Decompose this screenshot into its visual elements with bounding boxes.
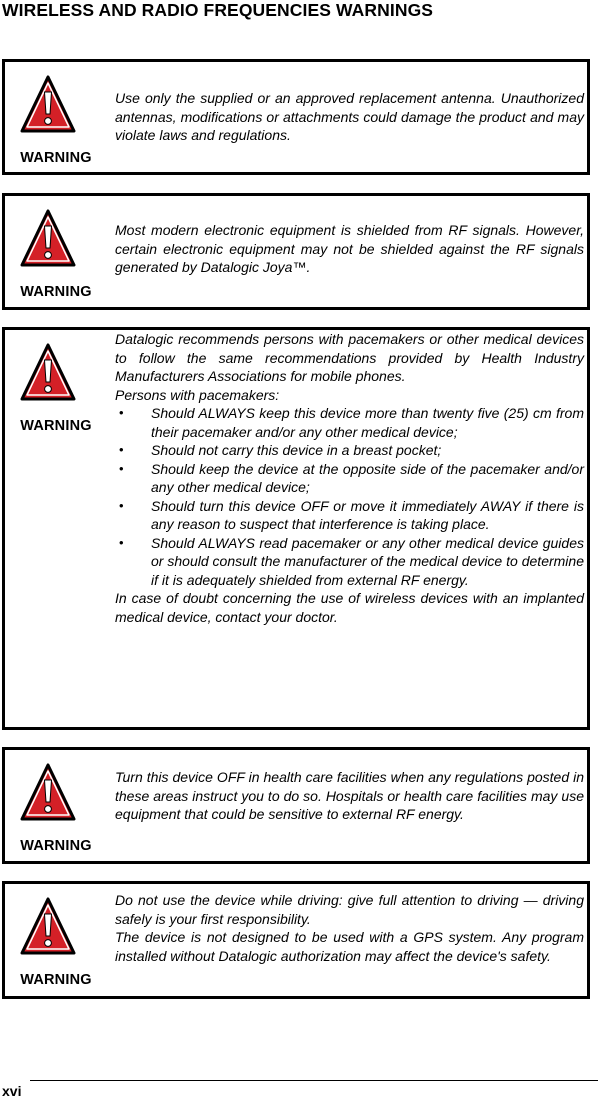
- bullet-icon: •: [119, 534, 124, 550]
- warning-triangle-icon: [19, 342, 77, 404]
- warning-paragraph: Datalogic recommends persons with pacemakers or other medical devices to follow the same recommendations provided by Health Industry Manufacturers Associations for mobile phones.: [115, 331, 584, 384]
- warning-label: WARNING: [20, 284, 92, 300]
- bullet-icon: •: [119, 497, 124, 513]
- list-item-text: Should not carry this device in a breast pocket;: [151, 442, 442, 458]
- warning-box-antenna: [2, 59, 590, 175]
- warning-paragraph: Most modern electronic equipment is shielded from RF signals. However, certain electronic equipment may not be shielded against the RF signals generated by Datalogic Joya™.: [115, 222, 584, 275]
- page-title: WIRELESS AND RADIO FREQUENCIES WARNINGS: [2, 0, 434, 20]
- warning-box-rf-shielding: [2, 193, 590, 310]
- pacemaker-guidelines-list: [115, 404, 584, 589]
- warning-text: [115, 891, 584, 965]
- list-item: [115, 404, 584, 441]
- warning-icon-column: [5, 196, 107, 307]
- bullet-icon: •: [119, 460, 124, 476]
- warning-triangle-icon: [19, 208, 77, 270]
- warning-text: [115, 330, 584, 626]
- warning-label: WARNING: [20, 150, 92, 166]
- warning-closing-paragraph: In case of doubt concerning the use of wireless devices with an implanted medical device, contact your doctor.: [115, 590, 584, 625]
- warning-icon-column: [5, 330, 107, 727]
- warning-label: WARNING: [20, 418, 92, 434]
- warning-box-driving: [2, 881, 590, 999]
- list-item: [115, 497, 584, 534]
- footer-divider: [30, 1080, 598, 1081]
- page-number: xvi: [2, 1083, 22, 1099]
- warning-triangle-icon: [19, 896, 77, 958]
- bullet-icon: •: [119, 405, 124, 420]
- warning-triangle-icon: [19, 74, 77, 136]
- warning-paragraph: The device is not designed to be used with a GPS system. Any program installed without Datalogic authorization may affect the device's safety.: [115, 929, 584, 964]
- warning-icon-column: [5, 62, 107, 172]
- warning-text: [115, 221, 584, 277]
- warning-label: WARNING: [20, 838, 92, 854]
- list-item-text: Should ALWAYS read pacemaker or any other medical device guides or should consult the manufacturer of the medical device to determine if it is adequately shielded from external RF energy.: [151, 534, 584, 588]
- warning-paragraph: Do not use the device while driving: give full attention to driving — driving safely is your first responsibility.: [115, 892, 584, 927]
- warning-paragraph: Turn this device OFF in health care facilities when any regulations posted in these areas instruct you to do so. Hospitals or health care facilities may use equipment that could be sensitive to external RF energy.: [115, 769, 584, 822]
- warning-box-pacemakers: [2, 327, 590, 730]
- warning-triangle-icon: [19, 762, 77, 824]
- warning-label: WARNING: [20, 972, 92, 988]
- list-item-text: Should ALWAYS keep this device more than twenty five (25) cm from their pacemaker and/or any other medical device;: [151, 405, 584, 440]
- bullet-icon: •: [119, 442, 124, 457]
- warning-text: [115, 89, 584, 145]
- list-item: [115, 534, 584, 590]
- warning-text: [115, 768, 584, 824]
- list-item-text: Should turn this device OFF or move it immediately AWAY if there is any reason to suspect that interference is taking place.: [151, 497, 584, 532]
- warning-icon-column: [5, 884, 107, 996]
- list-item: [115, 441, 584, 460]
- warning-icon-column: [5, 750, 107, 861]
- list-item: [115, 460, 584, 497]
- warning-paragraph: Persons with pacemakers:: [115, 386, 280, 403]
- list-item-text: Should keep the device at the opposite side of the pacemaker and/or any other medical device;: [151, 460, 584, 495]
- warning-box-health-care: [2, 747, 590, 864]
- warning-paragraph: Use only the supplied or an approved replacement antenna. Unauthorized antennas, modifications or attachments could damage the product and may violate laws and regulations.: [115, 90, 584, 143]
